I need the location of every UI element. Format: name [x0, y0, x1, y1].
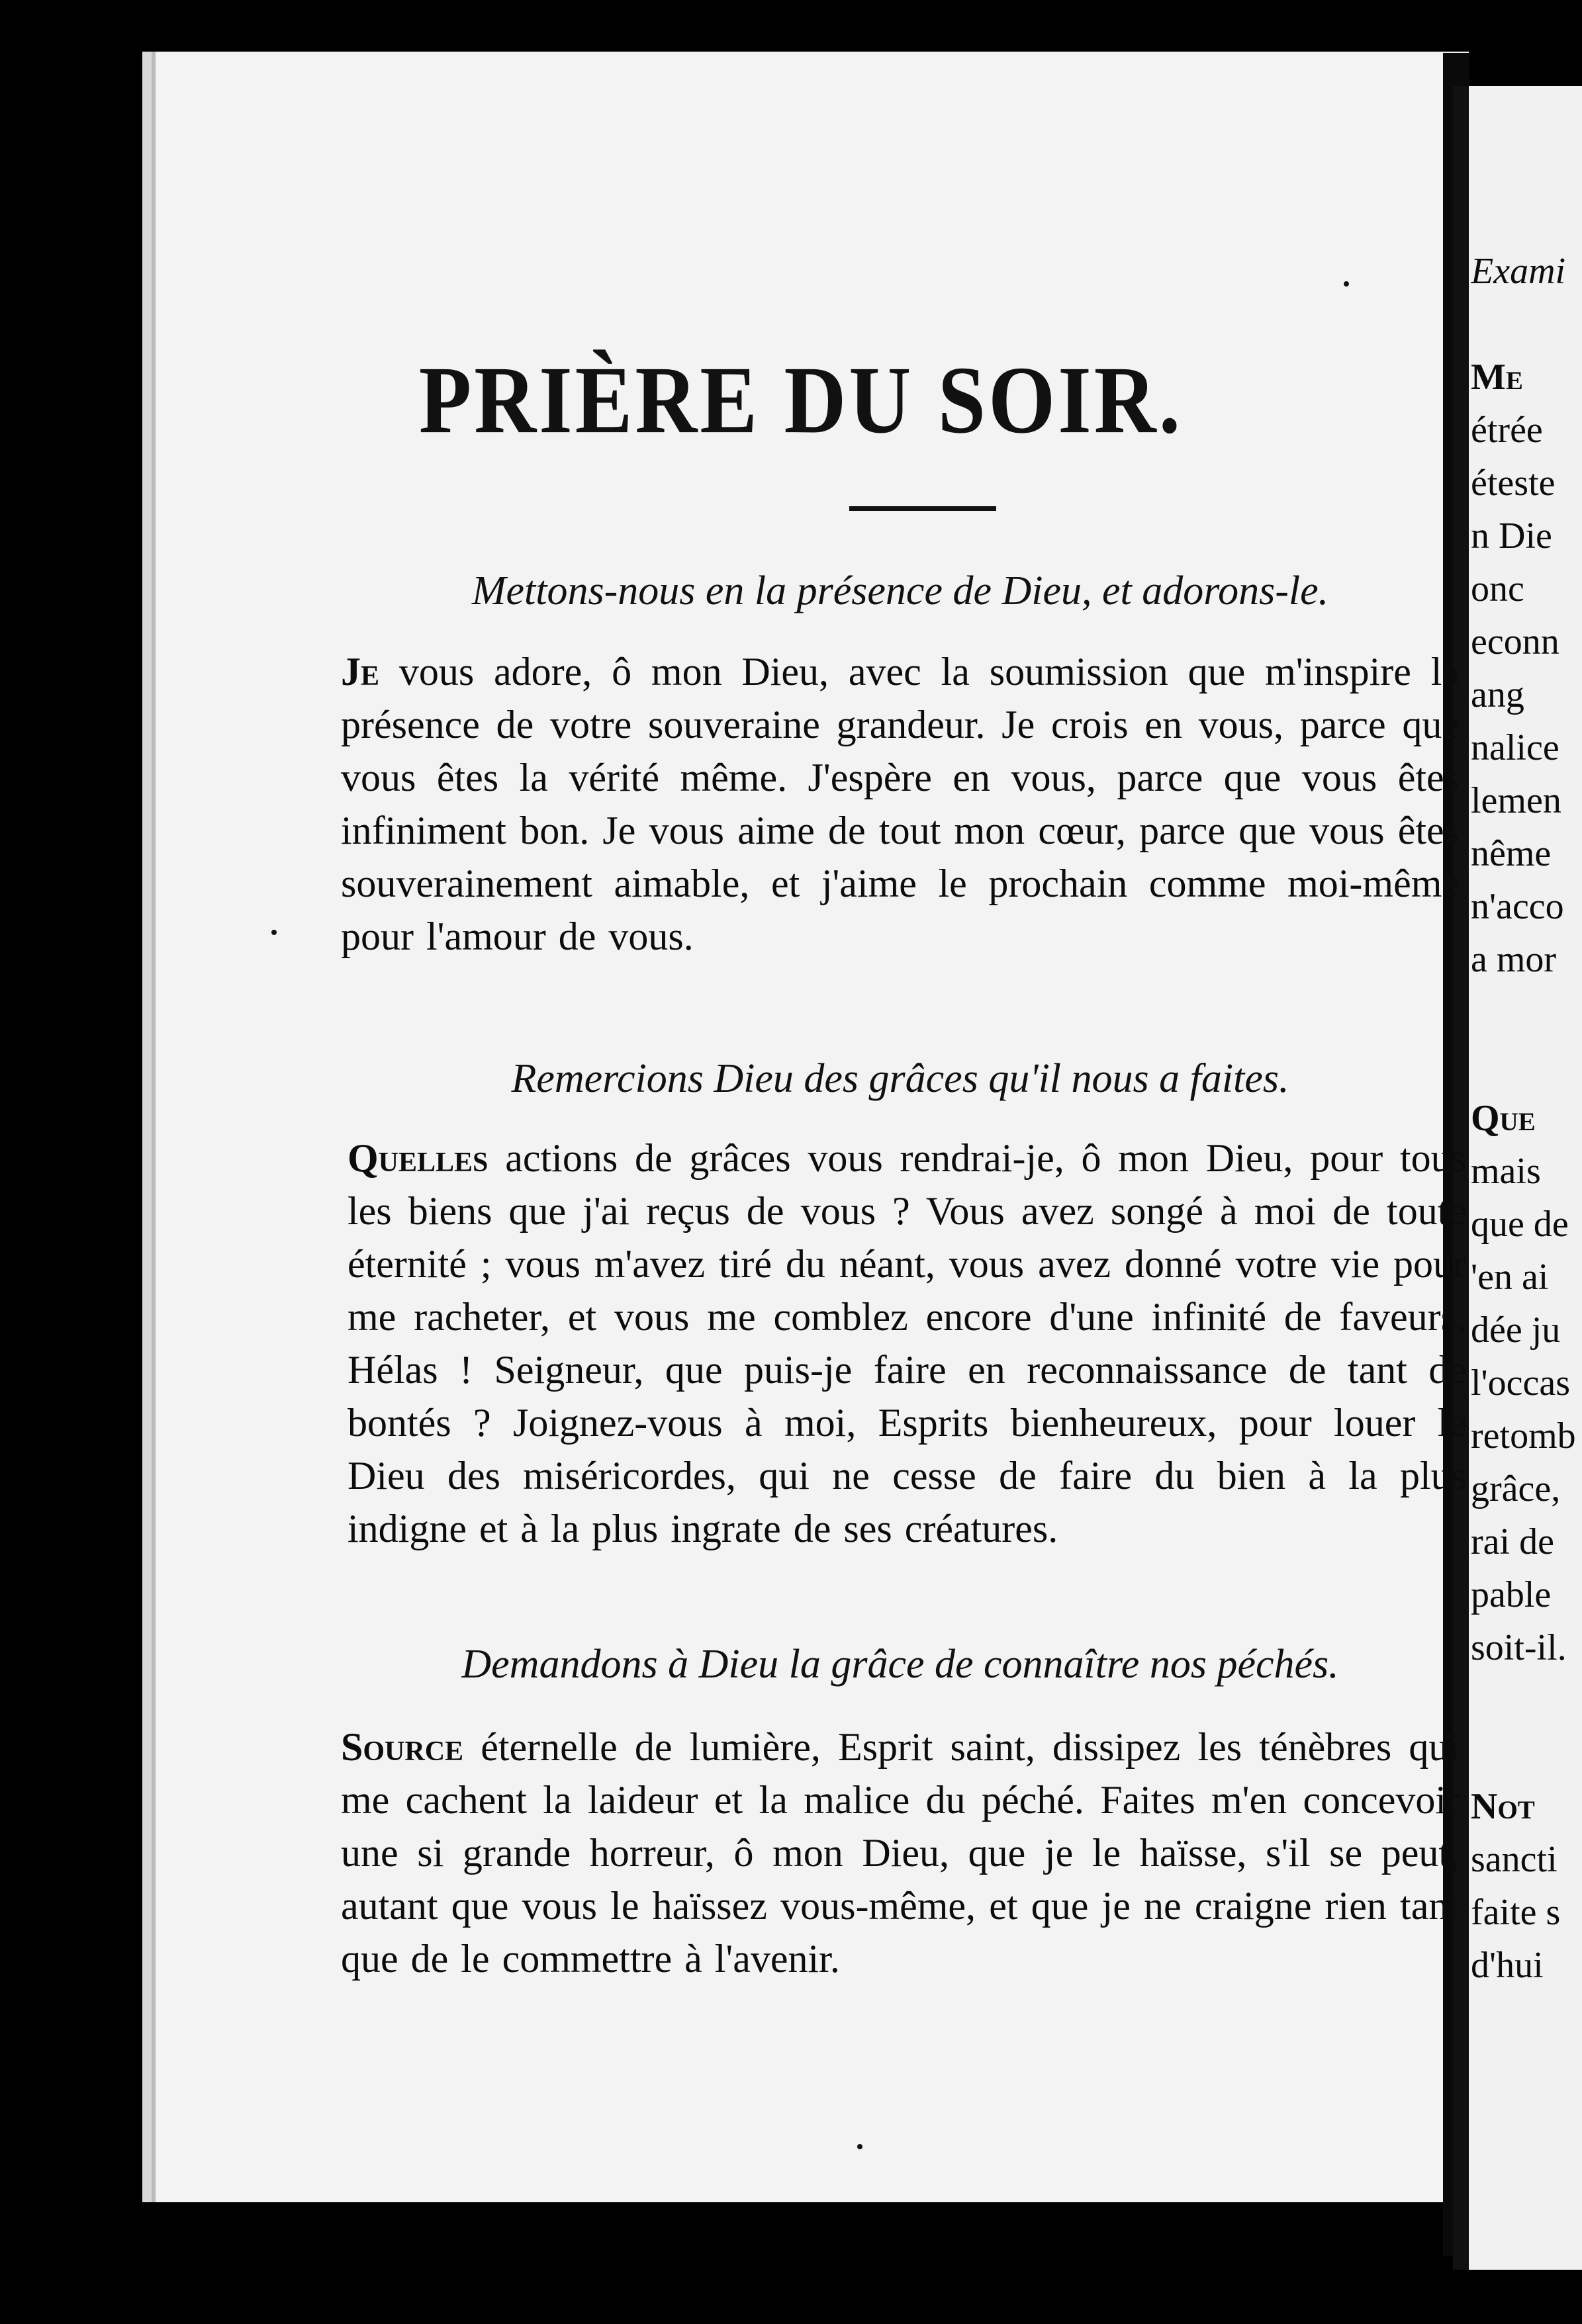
- facing-page-line: d'hui: [1471, 1945, 1544, 1986]
- facing-page-line: [1471, 986, 1582, 1039]
- facing-page-line: nême: [1471, 833, 1552, 874]
- facing-page-line: [1471, 1674, 1582, 1727]
- ink-speck: [1344, 281, 1349, 287]
- paragraph-dropcap: Quelles: [348, 1136, 489, 1180]
- ink-speck: [857, 2144, 862, 2149]
- section-heading-2: Remercions Dieu des grâces qu'il nous a faites.: [511, 1056, 1289, 1101]
- facing-page-line: étrée: [1471, 410, 1543, 451]
- facing-page-line: [1471, 1727, 1582, 1780]
- facing-page-line: éteste: [1471, 463, 1556, 504]
- facing-page-line: mais: [1471, 1151, 1541, 1192]
- facing-page-line: [1471, 1039, 1582, 1092]
- paragraph-text: éternelle de lumière, Esprit saint, dissipez les ténèbres qui me cachent la laideur et la malice du péché. Faites m'en concevoir une si grande horreur, ô mon Dieu, que je le haïsse, s'il se peut, autant que vous le haïssez vous-même, et que je ne craigne rien tant que de le commettre à l'avenir.: [341, 1725, 1460, 1981]
- paragraph-dropcap: Je: [341, 650, 380, 693]
- facing-page-line: retomb: [1471, 1415, 1576, 1456]
- facing-page-line: Not: [1471, 1786, 1535, 1827]
- page-title: PRIÈRE DU SOIR.: [418, 347, 1184, 454]
- facing-page-line: ang: [1471, 674, 1524, 715]
- section-paragraph-1: [341, 645, 1460, 963]
- facing-page-line: n Die: [1471, 515, 1552, 557]
- facing-page-line: l'occas: [1471, 1363, 1571, 1404]
- section-paragraph-2: [348, 1132, 1466, 1555]
- facing-page-line: soit-il.: [1471, 1627, 1567, 1668]
- facing-page-line: nalice: [1471, 727, 1559, 768]
- facing-page-line: lemen: [1471, 780, 1561, 821]
- section-heading-1: Mettons-nous en la présence de Dieu, et adorons-le.: [471, 568, 1329, 613]
- facing-page-line: econn: [1471, 621, 1559, 662]
- facing-page-line: Me: [1471, 357, 1523, 398]
- facing-page-line: faite s: [1471, 1892, 1561, 1933]
- facing-page-line: grâce,: [1471, 1468, 1561, 1509]
- scan-background-top: [0, 0, 1582, 53]
- section-heading-3: Demandons à Dieu la grâce de connaître nos péchés.: [461, 1642, 1339, 1687]
- facing-page-line: Que: [1471, 1098, 1536, 1139]
- paragraph-text: vous adore, ô mon Dieu, avec la soumission que m'inspire la présence de votre souveraine grandeur. Je crois en vous, parce que vous êtes la vérité même. J'espère en vous, parce que vous êtes infiniment bon. Je vous aime de tout mon cœur, parce que vous êtes souverainement aimable, et j'aime le prochain comme moi-même pour l'amour de vous.: [341, 650, 1460, 958]
- facing-page-line: Exami: [1471, 251, 1566, 292]
- facing-page-line: sancti: [1471, 1839, 1558, 1880]
- facing-page-text: [1471, 245, 1582, 1992]
- section-paragraph-3: [341, 1721, 1460, 1985]
- facing-page-line: dée ju: [1471, 1310, 1561, 1351]
- paragraph-dropcap: Source: [341, 1725, 464, 1769]
- facing-page-line: pable: [1471, 1574, 1552, 1615]
- facing-page-line: [1471, 298, 1582, 351]
- ink-speck: [271, 930, 277, 935]
- paragraph-text: actions de grâces vous rendrai-je, ô mon Dieu, pour tous les biens que j'ai reçus de vous ? Vous avez songé à moi de toute éternité ; vous m'avez tiré du néant, vous avez donné votre vie pour me racheter, et vous me comblez encore d'une infinité de faveurs. Hélas ! Seigneur, que puis-je faire en reconnaissance de tant de bontés ? Joignez-vous à moi, Esprits bienheureux, pour louer le Dieu des miséricordes, qui ne cesse de faire du bien à la plus indigne et à la plus ingrate de ses créatures.: [348, 1136, 1466, 1550]
- facing-page-line: n'acco: [1471, 886, 1564, 927]
- title-rule: [849, 506, 996, 511]
- facing-page-line: 'en ai: [1471, 1257, 1549, 1298]
- facing-page-line: onc: [1471, 568, 1524, 609]
- facing-page-line: que de: [1471, 1204, 1569, 1245]
- facing-page-line: a mor: [1471, 939, 1557, 980]
- facing-page-line: rai de: [1471, 1521, 1554, 1562]
